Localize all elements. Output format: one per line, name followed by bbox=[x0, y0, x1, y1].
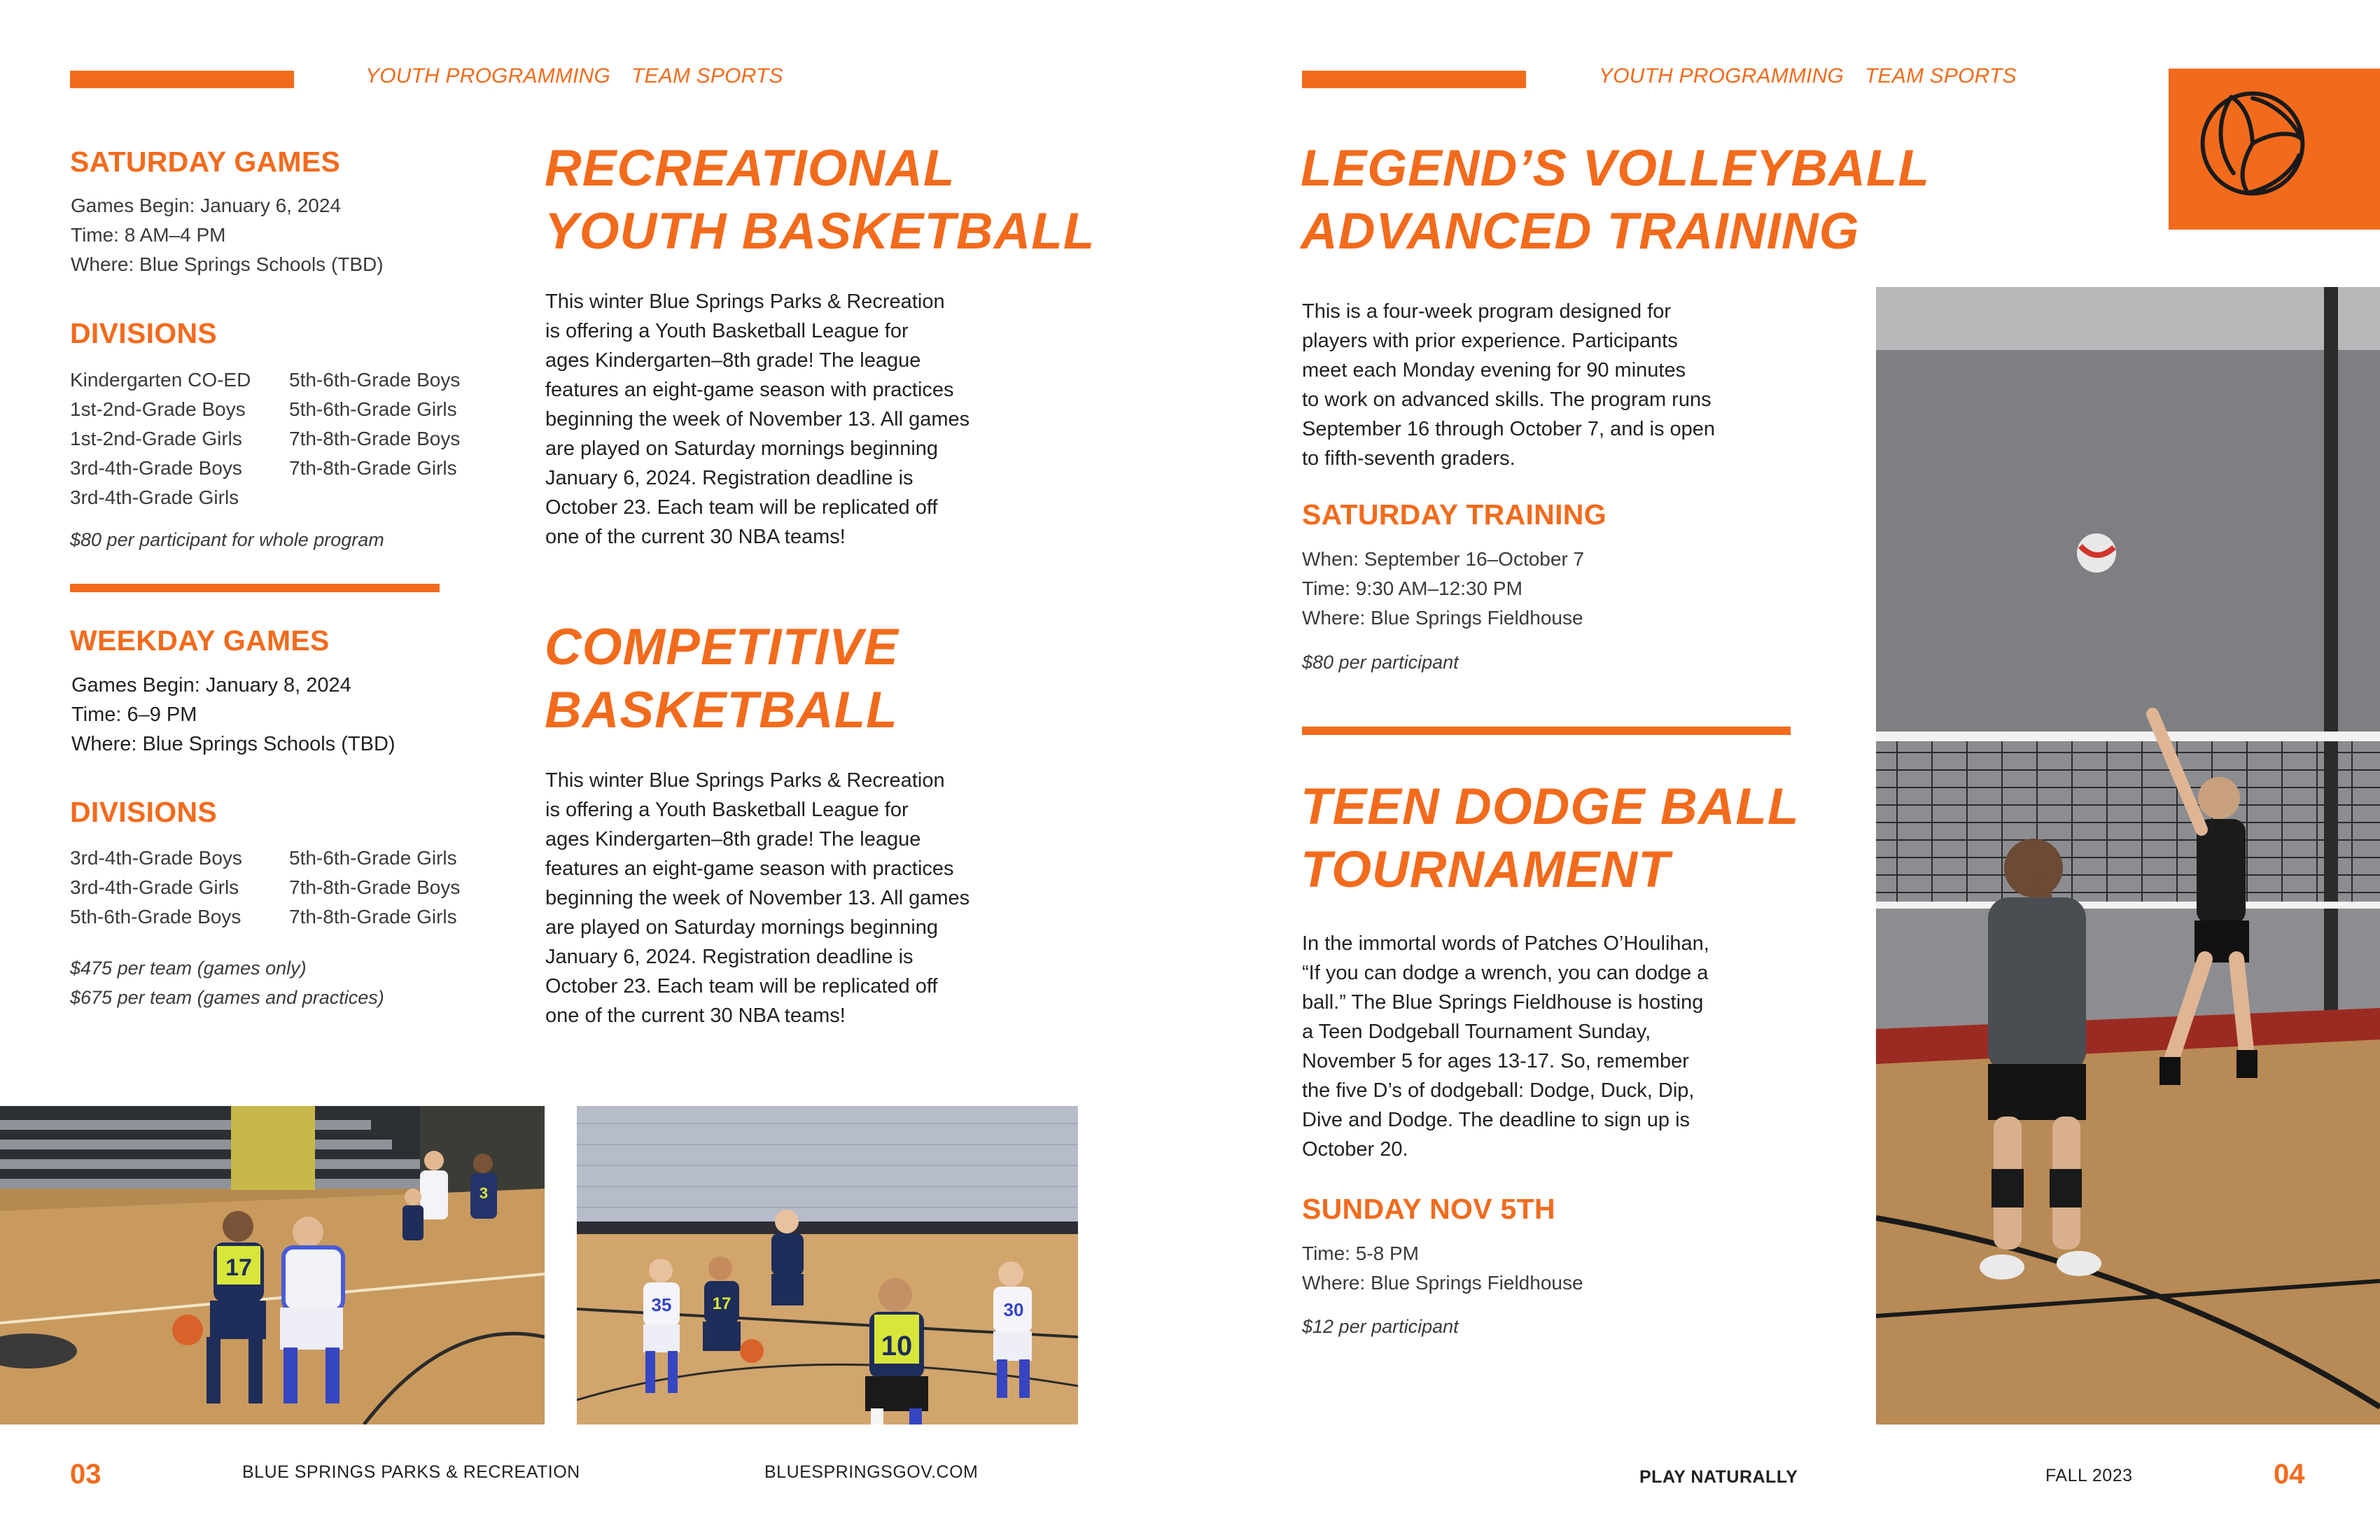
rec-basketball-title: RECREATIONAL YOUTH BASKETBALL bbox=[545, 140, 1096, 260]
weekday-price-games-practices: $675 per team (games and practices) bbox=[70, 987, 384, 1008]
comp-basketball-title: COMPETITIVE BASKETBALL bbox=[545, 619, 899, 738]
volleyball-body: This is a four-week program designed for players with prior experience. Participants meet each Monday evening for 90 minutes to work on advanced skills. The program runs September 16 through October 7, and is open to fifth-seventh graders. bbox=[1302, 300, 1716, 470]
footer-org-name: BLUE SPRINGS PARKS & RECREATION bbox=[242, 1462, 580, 1482]
kicker-program-right: YOUTH PROGRAMMING bbox=[1599, 64, 1844, 88]
page-number-left: 03 bbox=[70, 1459, 102, 1490]
weekday-divisions-heading: DIVISIONS bbox=[70, 796, 218, 828]
weekday-divisions-col2: 5th-6th-Grade Girls 7th-8th-Grade Boys 7th-8th-Grade Girls bbox=[289, 847, 461, 927]
jersey-number-30: 30 bbox=[1003, 1299, 1024, 1320]
section-divider-right bbox=[1302, 727, 1791, 735]
rec-basketball-body: This winter Blue Springs Parks & Recreation is offering a Youth Basketball League for ages Kindergarten–8th grade! The league features an eight-game season with practices beginning the week of November 13. All games are played on Saturday mornings beginning January 6, 2024. Registration deadline is October 23. Each team will be replicated off one of the current 30 NBA teams! bbox=[545, 290, 970, 548]
saturday-training-heading: SATURDAY TRAINING bbox=[1302, 498, 1606, 531]
footer-website[interactable]: BLUESPRINGSGOV.COM bbox=[764, 1462, 979, 1482]
volleyball-icon-block bbox=[2169, 69, 2380, 230]
saturday-divisions-col2: 5th-6th-Grade Boys 5th-6th-Grade Girls 7th-8th-Grade Boys 7th-8th-Grade Girls bbox=[289, 369, 461, 479]
saturday-divisions-col1: Kindergarten CO-ED 1st-2nd-Grade Boys 1st-2nd-Grade Girls 3rd-4th-Grade Boys 3rd-4th-Grade Girls bbox=[70, 369, 251, 508]
sunday-details: Time: 5-8 PM Where: Blue Springs Fieldhouse bbox=[1302, 1242, 1583, 1294]
volleyball-title: LEGEND’S VOLLEYBALL ADVANCED TRAINING bbox=[1301, 140, 1931, 260]
jersey-number-17b: 17 bbox=[712, 1294, 732, 1313]
footer-tagline: PLAY NATURALLY bbox=[1639, 1467, 1798, 1487]
basketball-photo-1 bbox=[0, 1106, 545, 1424]
header-rule-right bbox=[1302, 71, 1526, 88]
basketball-photo-2 bbox=[577, 1106, 1078, 1424]
saturday-games-details: Games Begin: January 6, 2024 Time: 8 AM–4 PM Where: Blue Springs Schools (TBD) bbox=[71, 195, 384, 275]
kicker-category-left: TEAM SPORTS bbox=[631, 64, 783, 88]
weekday-games-heading: WEEKDAY GAMES bbox=[70, 624, 330, 657]
comp-basketball-body: This winter Blue Springs Parks & Recreation is offering a Youth Basketball League for ages Kindergarten–8th grade! The league features an eight-game season with practices beginning the week of November 13. All games are played on Saturday mornings beginning January 6, 2024. Registration deadline is October 23. Each team will be replicated off one of the current 30 NBA teams! bbox=[545, 769, 970, 1027]
jersey-number-17: 17 bbox=[225, 1254, 252, 1281]
volleyball-photo bbox=[1876, 287, 2380, 1424]
saturday-training-price: $80 per participant bbox=[1302, 652, 1459, 673]
weekday-games-details: Games Begin: January 8, 2024 Time: 6–9 PM Where: Blue Springs Schools (TBD) bbox=[71, 674, 396, 755]
dodgeball-title: TEEN DODGE BALL TOURNAMENT bbox=[1301, 778, 1800, 898]
footer-season: FALL 2023 bbox=[2045, 1466, 2133, 1485]
kicker-program-left: YOUTH PROGRAMMING bbox=[365, 64, 611, 88]
saturday-divisions-heading: DIVISIONS bbox=[70, 317, 218, 349]
jersey-number-10: 10 bbox=[881, 1331, 913, 1362]
volleyball-icon bbox=[2193, 84, 2312, 203]
header-rule-left bbox=[70, 71, 294, 88]
page-number-right: 04 bbox=[2274, 1459, 2305, 1490]
weekday-divisions-col1: 3rd-4th-Grade Boys 3rd-4th-Grade Girls 5th-6th-Grade Boys bbox=[70, 847, 242, 927]
sunday-price: $12 per participant bbox=[1302, 1316, 1459, 1337]
saturday-games-heading: SATURDAY GAMES bbox=[70, 146, 341, 178]
sunday-heading: SUNDAY NOV 5TH bbox=[1302, 1193, 1555, 1225]
kicker-category-right: TEAM SPORTS bbox=[1865, 64, 2017, 88]
section-divider-left bbox=[70, 584, 440, 592]
dodgeball-body: In the immortal words of Patches O’Houlihan, “If you can dodge a wrench, you can dodge a ball.” The Blue Springs Fieldhouse is hosting a Teen Dodgeball Tournament Sunday, November 5 for ages 13-17. So, remember the five D’s of dodgeball: Dodge, Duck, Dip, Dive and Dodge. The deadline to sign up is October 20. bbox=[1302, 932, 1709, 1161]
jersey-number-3: 3 bbox=[479, 1184, 489, 1202]
weekday-price-games-only: $475 per team (games only) bbox=[70, 958, 307, 979]
saturday-training-details: When: September 16–October 7 Time: 9:30 AM–12:30 PM Where: Blue Springs Fieldhouse bbox=[1302, 548, 1585, 629]
jersey-number-35: 35 bbox=[651, 1294, 672, 1315]
saturday-price: $80 per participant for whole program bbox=[70, 529, 384, 550]
